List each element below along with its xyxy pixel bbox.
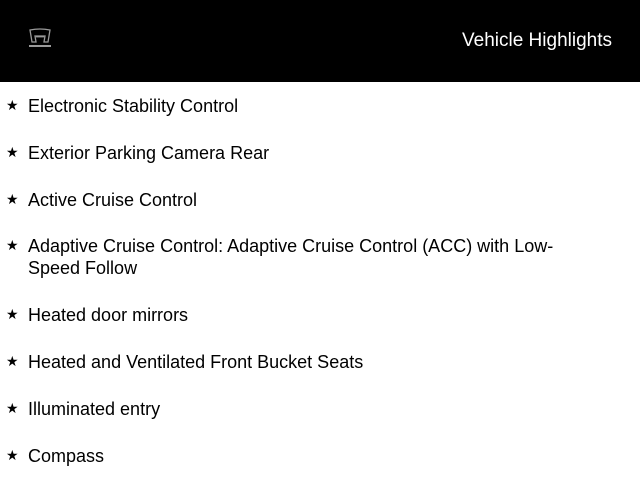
star-icon: ★ bbox=[6, 97, 19, 113]
star-icon: ★ bbox=[6, 400, 19, 416]
highlight-text: Compass bbox=[28, 446, 105, 466]
honda-logo-icon bbox=[27, 28, 53, 50]
highlight-text: Illuminated entry bbox=[28, 399, 161, 419]
star-icon: ★ bbox=[6, 191, 19, 207]
highlight-text: Exterior Parking Camera Rear bbox=[28, 143, 270, 163]
star-icon: ★ bbox=[6, 306, 19, 322]
header-bar bbox=[0, 0, 640, 82]
star-icon: ★ bbox=[6, 144, 19, 160]
highlight-text: Adaptive Cruise Control: Adaptive Cruise Control (ACC) with Low-Speed Follow bbox=[28, 236, 554, 278]
highlight-text: Heated door mirrors bbox=[28, 305, 189, 325]
highlight-text: Heated and Ventilated Front Bucket Seats bbox=[28, 352, 364, 372]
highlight-text: Active Cruise Control bbox=[28, 190, 198, 210]
star-icon: ★ bbox=[6, 353, 19, 369]
highlight-text: Electronic Stability Control bbox=[28, 96, 239, 116]
star-icon: ★ bbox=[6, 237, 19, 253]
page-title: Vehicle Highlights bbox=[462, 30, 612, 51]
star-icon: ★ bbox=[6, 447, 19, 463]
